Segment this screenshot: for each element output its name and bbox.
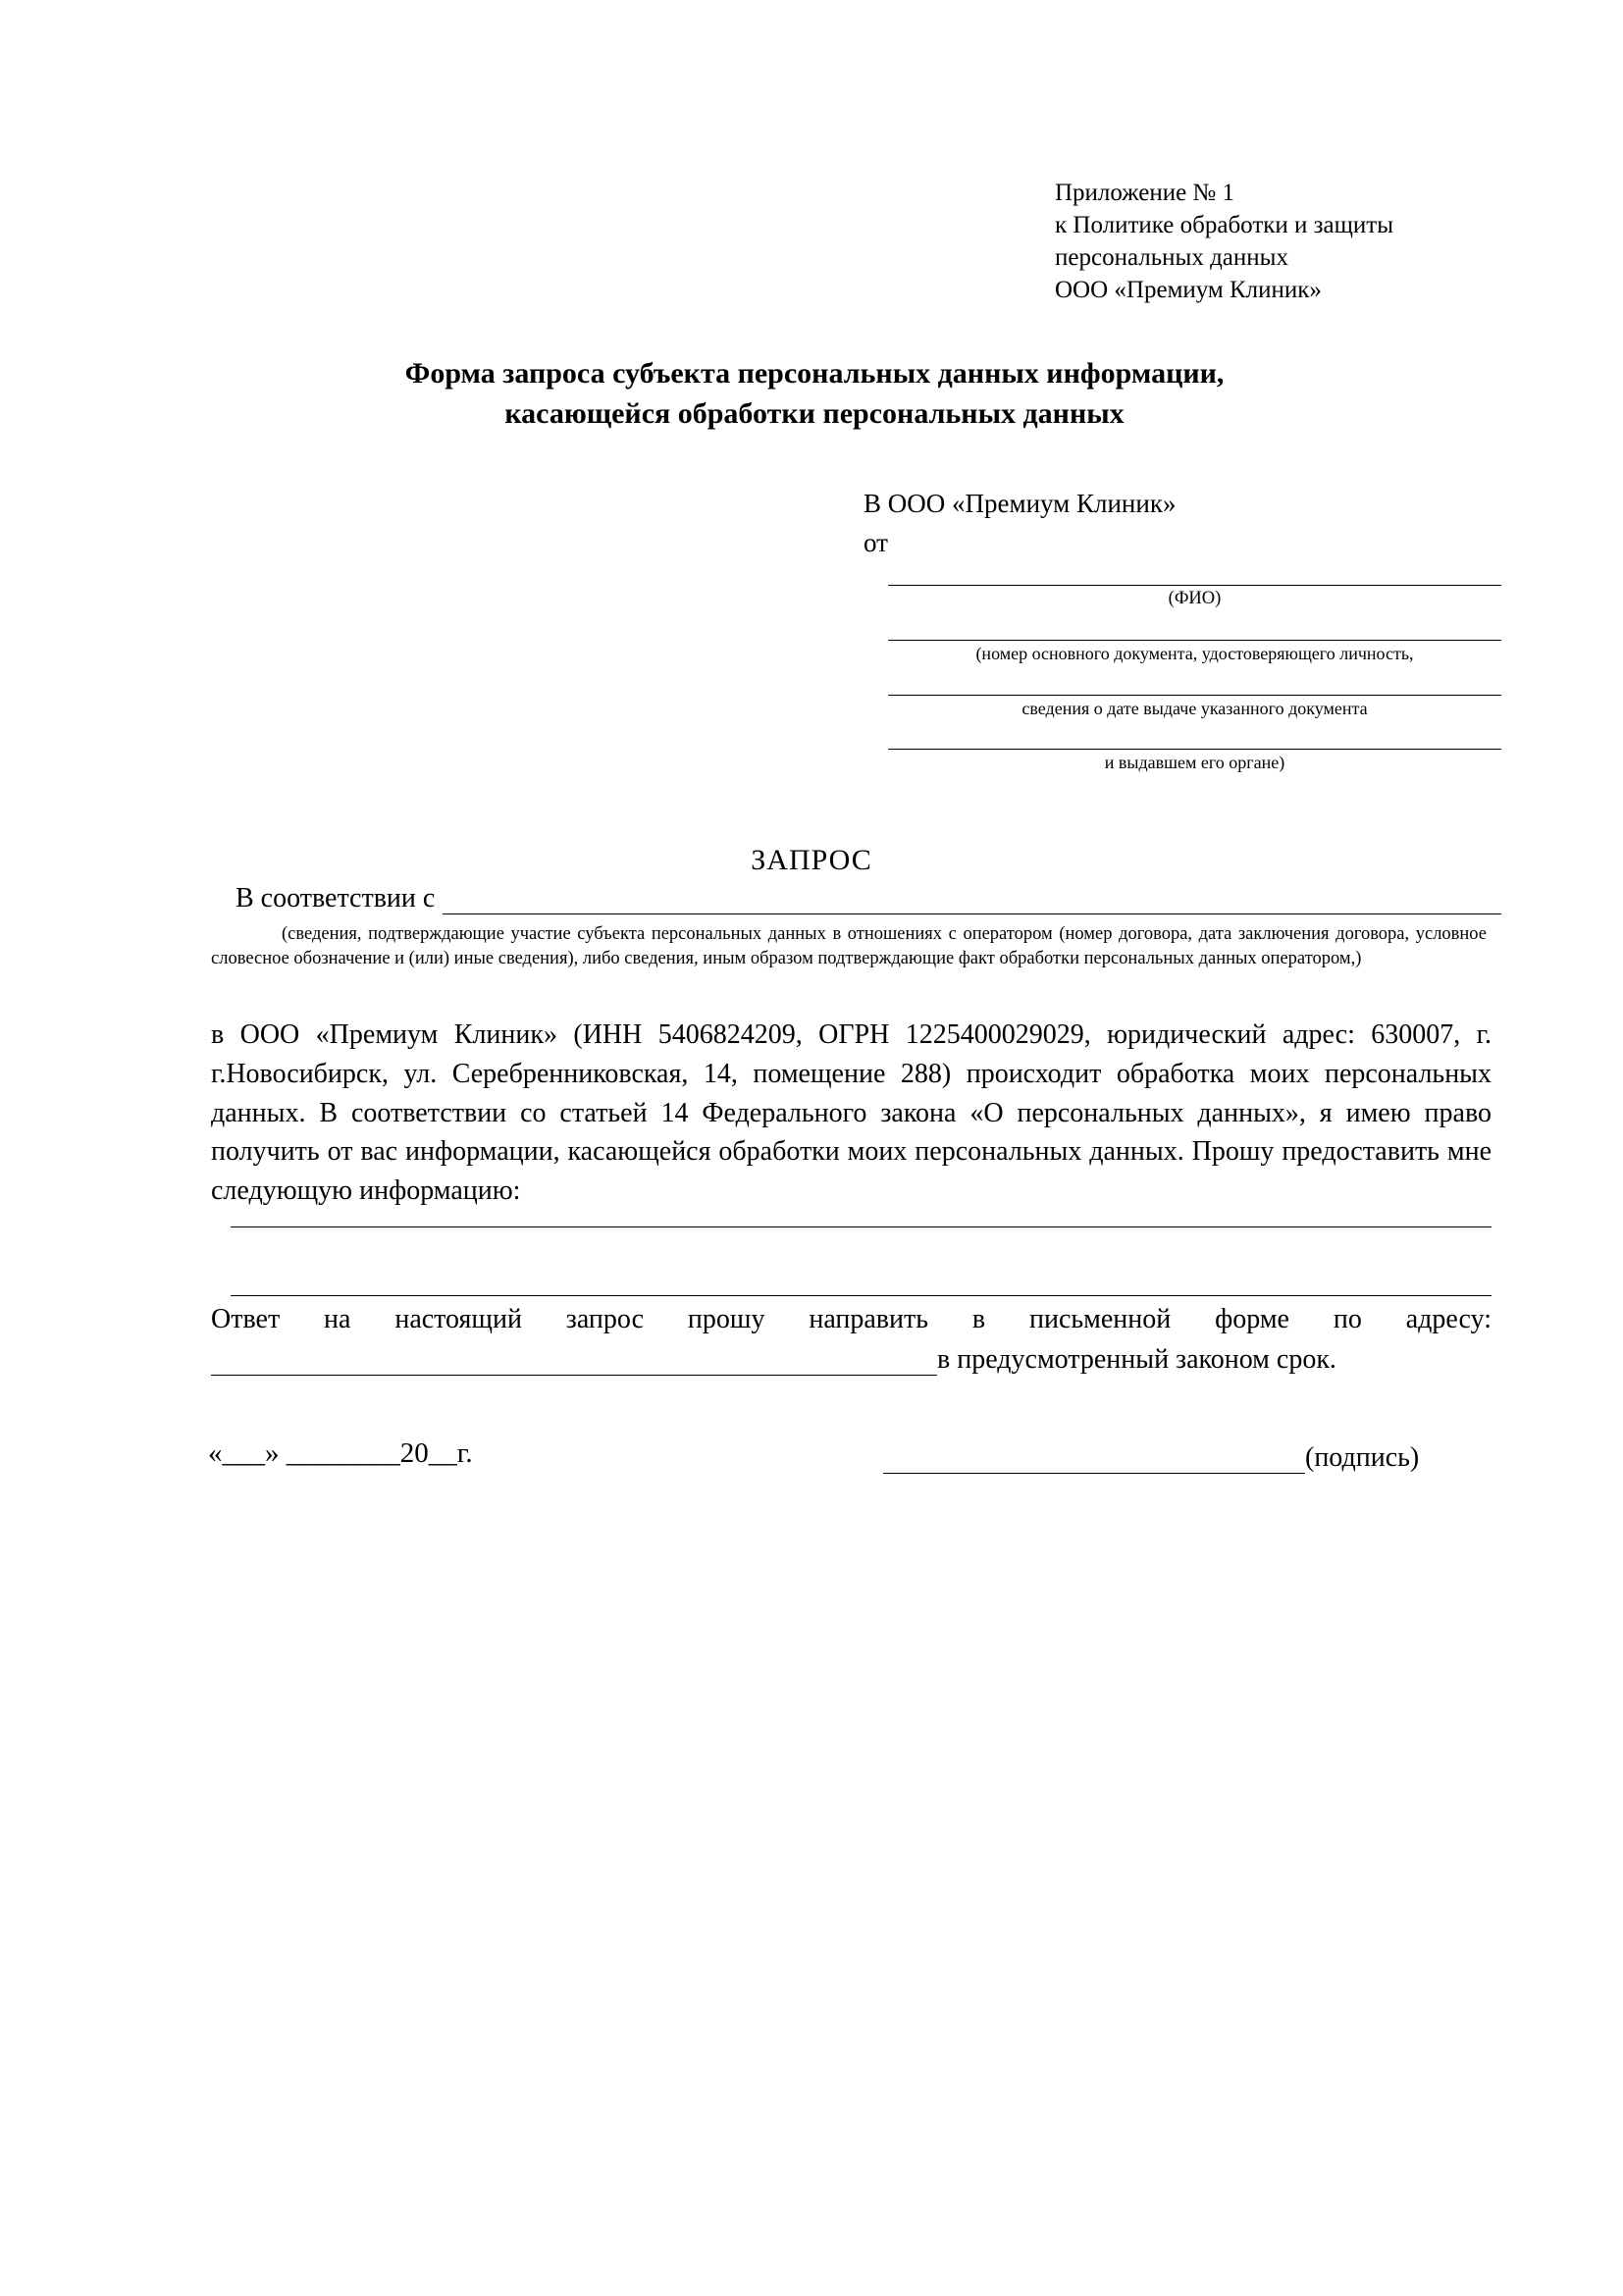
applicant-name-field[interactable]	[888, 557, 1501, 610]
page-title-line-2: касающейся обработки персональных данных	[504, 397, 1125, 431]
appendix-header-line-1: Приложение № 1	[1055, 180, 1235, 206]
answer-address-field[interactable]	[211, 1344, 1496, 1376]
answer-blank-rule-1[interactable]	[231, 1226, 1492, 1227]
signature-caption: (подпись)	[1305, 1442, 1420, 1473]
answer-address-sentence: Ответ на настоящий запрос прошу направить в письменной форме по адресу:	[211, 1304, 1492, 1334]
applicant-document-issuer-rule[interactable]	[888, 721, 1501, 750]
answer-address-rule[interactable]	[211, 1349, 937, 1376]
applicant-fields	[888, 557, 1501, 776]
applicant-document-number-rule[interactable]	[888, 612, 1501, 641]
request-heading: ЗАПРОС	[751, 844, 872, 876]
appendix-header	[1055, 177, 1565, 306]
applicant-document-number-field[interactable]	[888, 612, 1501, 665]
addressee-block	[864, 486, 1511, 561]
appendix-header-line-2: к Политике обработки и защиты	[1055, 212, 1394, 238]
request-body: в ООО «Премиум Клиник» (ИНН 5406824209, ОГРН 1225400029029, юридический адрес: 630007, г. г.Новосибирск, ул. Серебренниковская, 14, помещение 288) происходит обработка моих персональных данных. В соответствии со статьей 14 Федерального закона «О персональных данных», я имею право получить от вас информации, касающейся обработки моих персональных данных. Прошу предоставить мне следующую информацию:	[211, 1019, 1492, 1206]
applicant-document-date-field[interactable]	[888, 667, 1501, 720]
applicant-document-issuer-caption: и выдавшем его органе)	[1104, 753, 1285, 773]
appendix-header-line-3: персональных данных	[1055, 244, 1288, 271]
applicant-document-number-caption: (номер основного документа, удостоверяющего личность,	[975, 644, 1414, 664]
date-field[interactable]: «___» ________20__г.	[208, 1437, 473, 1469]
answer-blank-rule-2[interactable]	[231, 1295, 1492, 1296]
compliance-note-text: (сведения, подтверждающие участие субъекта персональных данных в отношениях с оператором (номер договора, дата заключения договора, условное словесное обозначение и (или) иные сведения), либо сведения, иным образом подтверждающие факт обработки персональных данных оператором,)	[211, 924, 1487, 968]
addressee-organization: В ООО «Премиум Клиник»	[864, 489, 1177, 518]
compliance-rule[interactable]	[443, 888, 1501, 914]
applicant-document-date-rule[interactable]	[888, 667, 1501, 696]
appendix-header-line-4: ООО «Премиум Клиник»	[1055, 277, 1322, 303]
signature-rule[interactable]	[883, 1449, 1305, 1474]
compliance-label: В соответствии с	[236, 883, 436, 913]
applicant-name-rule[interactable]	[888, 557, 1501, 586]
compliance-field[interactable]	[236, 883, 1501, 914]
page-title-line-1: Форма запроса субъекта персональных данных информации,	[404, 357, 1225, 390]
answer-address-tail: в предусмотренный законом срок.	[937, 1344, 1336, 1375]
applicant-document-issuer-field[interactable]	[888, 721, 1501, 774]
addressee-from-label: от	[864, 528, 888, 558]
signature-field[interactable]	[883, 1442, 1492, 1474]
applicant-name-caption: (ФИО)	[1168, 589, 1222, 608]
applicant-document-date-caption: сведения о дате выдаче указанного документа	[1021, 698, 1368, 718]
page-title	[206, 353, 1423, 435]
compliance-note	[211, 922, 1487, 970]
